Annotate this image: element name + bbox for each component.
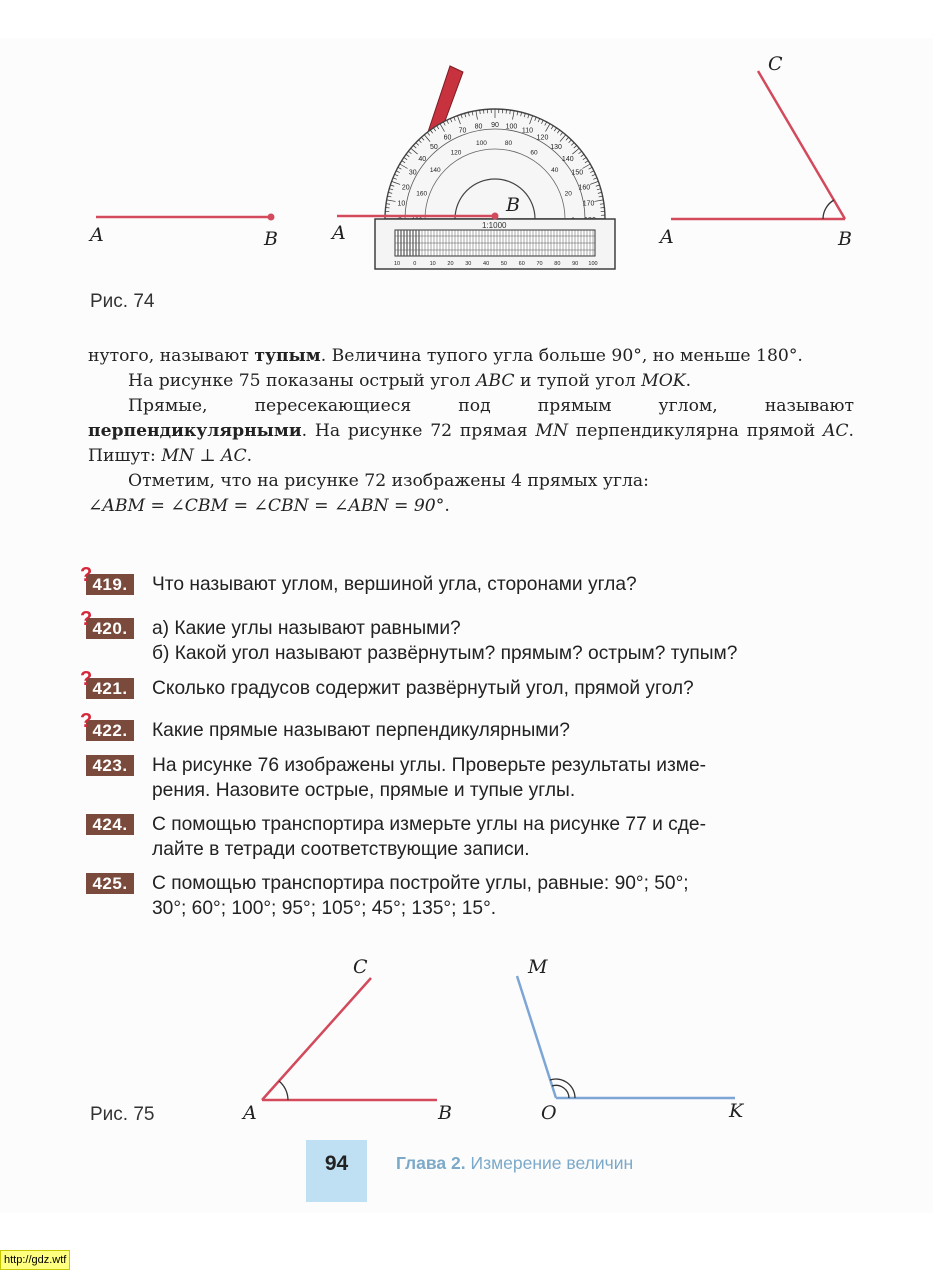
protractor-inner-label: 100 — [476, 140, 487, 147]
body-text — [88, 344, 854, 519]
question-mark-icon: ? — [80, 709, 92, 734]
ruler-label: 80 — [554, 261, 560, 267]
task-number-badge: 425. — [86, 873, 134, 894]
protractor-inner-label: 20 — [565, 190, 573, 197]
task-line: б) Какой угол называют развёрнутым? прямым? острым? тупым? — [152, 641, 866, 666]
ruler-label: 10 — [394, 261, 400, 267]
protractor-inner-label: 140 — [430, 167, 441, 174]
ruler-label: 30 — [465, 261, 471, 267]
ruler-label: 50 — [501, 261, 507, 267]
task-line: лайте в тетради соответствующие записи. — [152, 837, 866, 862]
question-mark-icon: ? — [80, 667, 92, 692]
task-line: рения. Назовите острые, прямые и тупые углы. — [152, 778, 866, 803]
figure-74-obtuse-angle — [660, 55, 860, 235]
fig74-mid-label-b: B — [506, 194, 520, 216]
paragraph-figure-75: На рисунке 75 показаны острый угол ABC и тупой угол MOK. — [88, 369, 854, 394]
ruler-label: 10 — [430, 261, 436, 267]
task-number-badge: 423. — [86, 755, 134, 776]
protractor-outer-label: 150 — [571, 170, 583, 177]
protractor-outer-label: 50 — [430, 144, 438, 151]
ruler-label: 0 — [413, 261, 416, 267]
fig74-left-label-a: A — [90, 224, 104, 246]
fig74-right-label-a: A — [660, 226, 674, 248]
question-mark-icon: ? — [80, 563, 92, 588]
figure-74-caption: Рис. 74 — [90, 291, 154, 313]
task-line: Какие прямые называют перпендикулярными? — [152, 718, 866, 743]
ruler-label: 70 — [536, 261, 542, 267]
task-number-badge: 424. — [86, 814, 134, 835]
protractor-outer-label: 10 — [398, 201, 406, 208]
task-number-badge: 419. — [86, 574, 134, 595]
fig74-left-label-b: B — [264, 228, 278, 250]
protractor-outer-label: 110 — [522, 128, 533, 135]
protractor-scale-text: 1:1000 — [482, 221, 507, 230]
fig74-mid-label-a: A — [332, 222, 346, 244]
figure-75-acute-angle — [250, 970, 450, 1110]
task-line: С помощью транспортира измерьте углы на рисунке 77 и сде- — [152, 812, 866, 837]
fig75-label-k: K — [729, 1100, 743, 1122]
chapter-title: Глава 2. Измерение величин — [396, 1153, 633, 1174]
fig75-label-o: O — [541, 1102, 557, 1124]
protractor-outer-label: 30 — [409, 170, 417, 177]
protractor-inner-label: 40 — [551, 167, 559, 174]
protractor-inner-label: 160 — [416, 190, 427, 197]
protractor-outer-label: 40 — [418, 156, 426, 163]
task-line: Сколько градусов содержит развёрнутый угол, прямой угол? — [152, 676, 866, 701]
fig75-label-c: C — [353, 956, 368, 978]
watermark-link[interactable]: http://gdz.wtf — [0, 1250, 70, 1270]
task-line: Что называют углом, вершиной угла, сторонами угла? — [152, 572, 866, 597]
paragraph-obtuse: нутого, называют тупым. Величина тупого угла больше 90°, но меньше 180°. — [88, 344, 854, 369]
protractor-outer-label: 130 — [550, 144, 562, 151]
ruler-label: 100 — [588, 261, 597, 267]
ruler-label: 90 — [572, 261, 578, 267]
protractor-inner-label: 120 — [451, 149, 462, 156]
protractor-outer-label: 170 — [583, 201, 595, 208]
protractor-outer-label: 120 — [537, 135, 549, 142]
protractor-outer-label: 160 — [578, 185, 590, 192]
page-number: 94 — [306, 1152, 367, 1176]
task-line: На рисунке 76 изображены углы. Проверьте результаты изме- — [152, 753, 866, 778]
task-number-badge: 420. — [86, 618, 134, 639]
task-line: а) Какие углы называют равными? — [152, 616, 866, 641]
protractor-inner-label: 60 — [530, 149, 538, 156]
protractor-outer-label: 140 — [562, 156, 574, 163]
fig75-label-a: A — [243, 1102, 257, 1124]
fig75-label-m: M — [528, 956, 547, 978]
protractor-outer-label: 20 — [402, 185, 410, 192]
paragraph-perpendicular: Прямые, пересекающиеся под прямым углом, называют перпендикулярными. На рисунке 72 прямая MN перпендикулярна прямой AC. Пишут: MN ⊥ AC. — [88, 394, 854, 469]
question-mark-icon: ? — [80, 607, 92, 632]
figure-75-caption: Рис. 75 — [90, 1104, 154, 1126]
task-number-badge: 421. — [86, 678, 134, 699]
protractor-figure — [330, 62, 620, 274]
fig74-right-label-c: C — [768, 53, 783, 75]
protractor-outer-label: 60 — [444, 135, 452, 142]
paragraph-right-angles: Отметим, что на рисунке 72 изображены 4 прямых угла: ∠ABM = ∠CBM = ∠CBN = ∠ABN = 90°. — [88, 469, 854, 519]
ruler-label: 60 — [519, 261, 525, 267]
protractor-outer-label: 70 — [459, 128, 467, 135]
fig75-label-b: B — [438, 1102, 452, 1124]
task-line: 30°; 60°; 100°; 95°; 105°; 45°; 135°; 15°. — [152, 896, 866, 921]
protractor-outer-label: 80 — [475, 123, 483, 130]
ruler-label: 20 — [447, 261, 453, 267]
figure-74-left-segment — [88, 205, 288, 250]
task-line: С помощью транспортира постройте углы, равные: 90°; 50°; — [152, 871, 866, 896]
protractor-outer-label: 100 — [506, 123, 518, 130]
fig74-right-label-b: B — [838, 228, 852, 250]
figure-75-obtuse-angle — [510, 970, 750, 1110]
ruler-label: 40 — [483, 261, 489, 267]
protractor-outer-label: 90 — [491, 122, 499, 129]
task-number-badge: 422. — [86, 720, 134, 741]
protractor-inner-label: 80 — [505, 140, 513, 147]
